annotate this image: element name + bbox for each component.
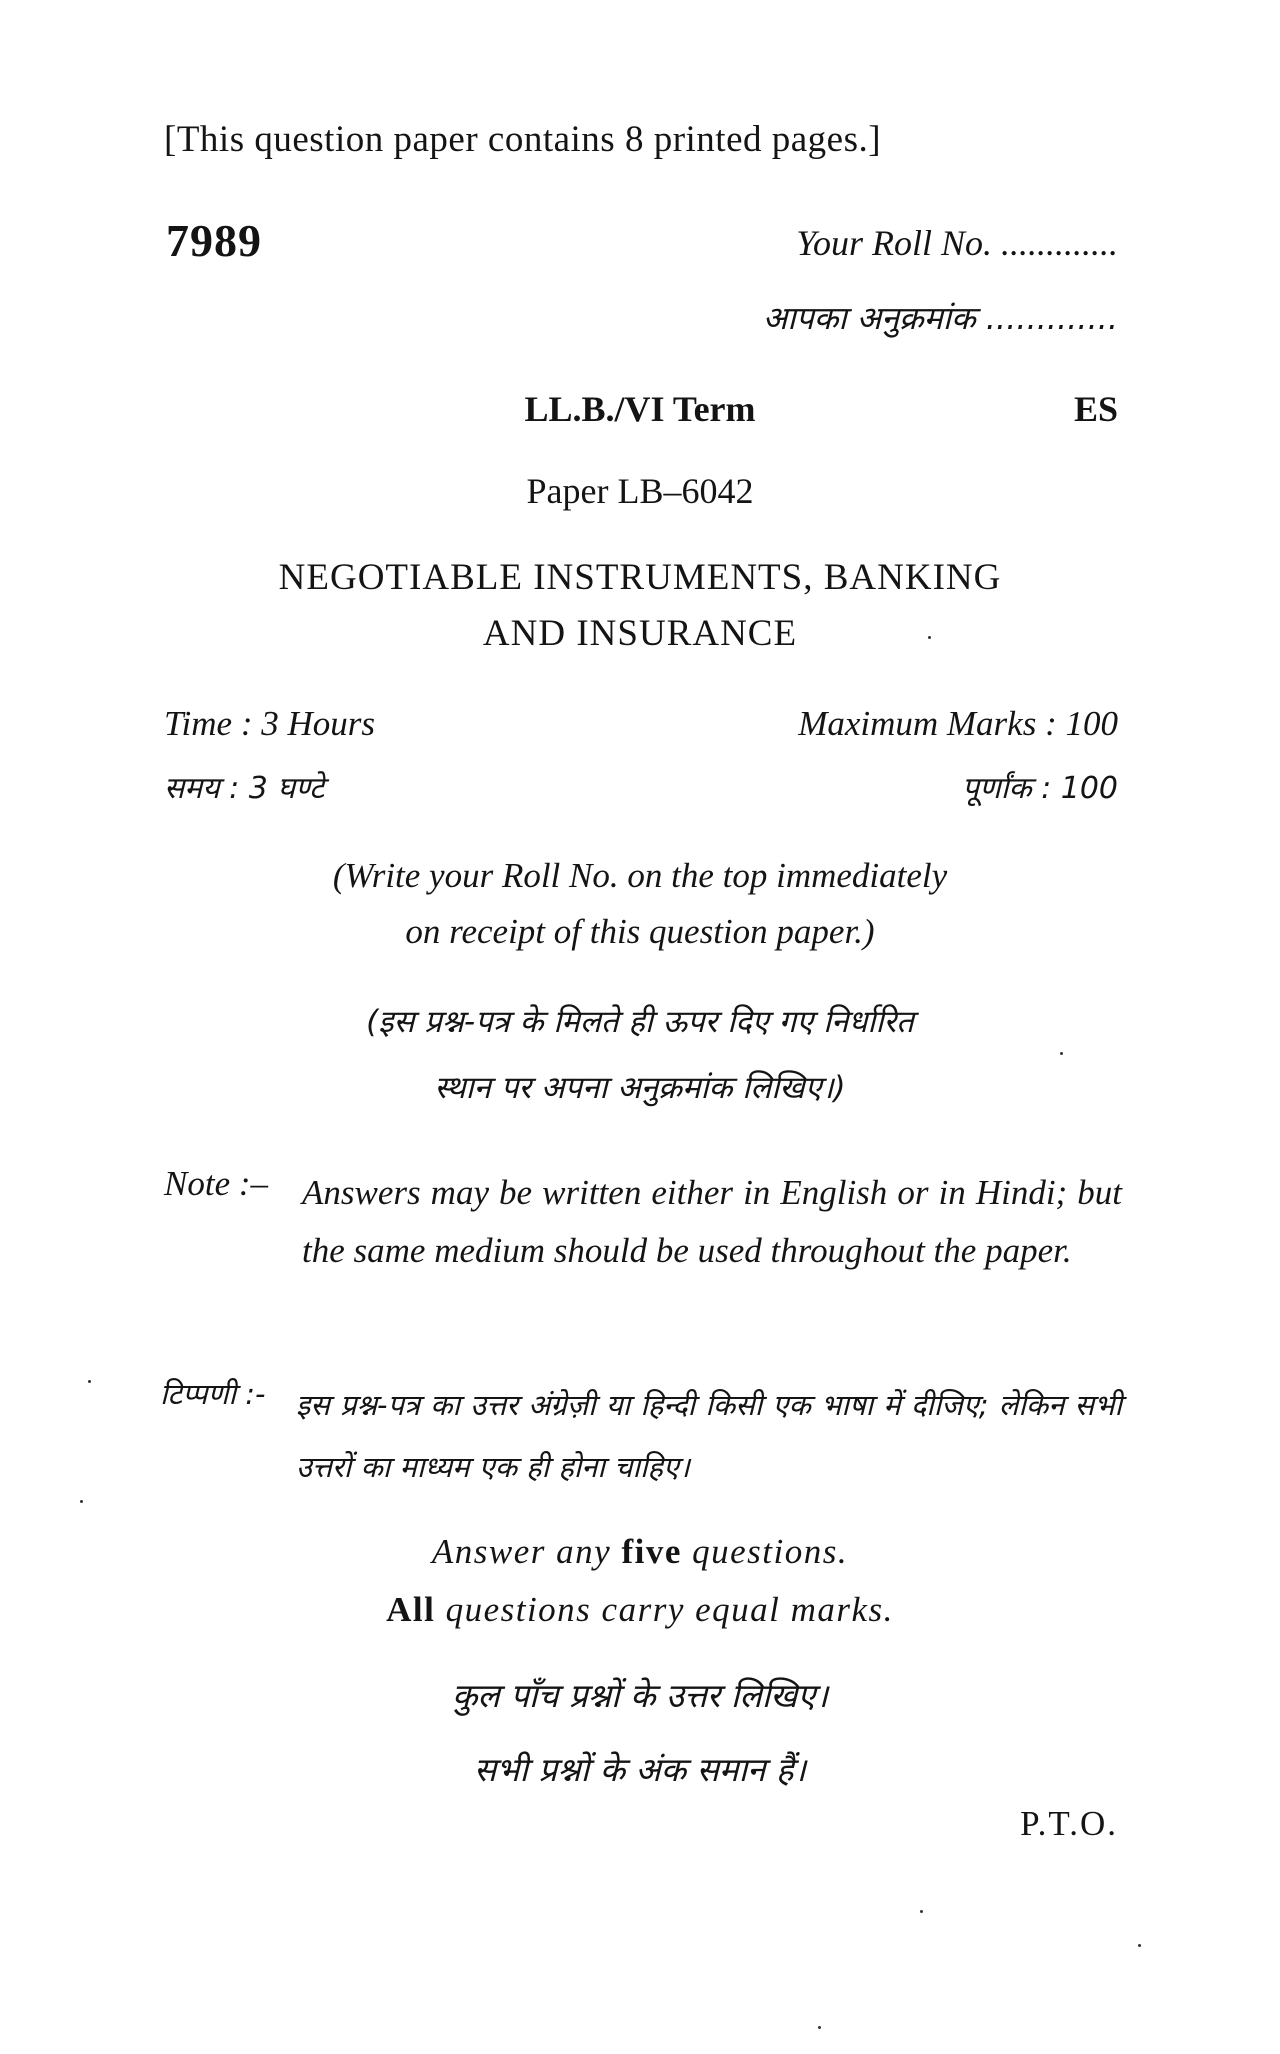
answer-instruction-hi-line-1: कुल पाँच प्रश्नों के उत्तर लिखिए। (451, 1676, 828, 1715)
roll-instruction-hi-line-1: (इस प्रश्न-पत्र के मिलते ही ऊपर दिए गए निर्धारित (366, 1004, 914, 1040)
scan-speck (80, 1500, 83, 1503)
scan-speck (818, 2026, 821, 2029)
roll-number-field-en: Your Roll No. ............. (796, 223, 1118, 263)
all-bold: All (386, 1590, 436, 1629)
paper-number: Paper LB–6042 (526, 471, 754, 511)
answer-instruction-hi-line-2: सभी प्रश्नों के अंक समान हैं। (474, 1750, 806, 1789)
subject-title-line-1: NEGOTIABLE INSTRUMENTS, BANKING (278, 557, 1002, 598)
scan-speck (928, 636, 931, 639)
answer-instruction-pre: Answer any (431, 1532, 622, 1571)
note-body-hi: इस प्रश्न-पत्र का उत्तर अंग्रेज़ी या हिन्दी किसी एक भाषा में दीजिए; लेकिन सभी उत्तरों का माध्यम एक ही होना चाहिए। (296, 1388, 1122, 1484)
maximum-marks-en: Maximum Marks : 100 (798, 704, 1118, 743)
equal-marks-text: questions carry equal marks. (435, 1590, 894, 1629)
please-turn-over: P.T.O. (1020, 1804, 1118, 1843)
answer-instruction-post: questions. (681, 1532, 849, 1571)
scan-speck (1138, 1944, 1141, 1947)
series-code: ES (1073, 389, 1118, 429)
maximum-marks-hi: पूर्णांक : 100 (962, 771, 1118, 806)
roll-instruction-en-line-2: on receipt of this question paper.) (405, 912, 875, 951)
note-body-en: Answers may be written either in English or in Hindi; but the same medium should be used throughout the paper. (302, 1173, 1122, 1270)
scan-speck (920, 1910, 923, 1913)
note-label-en: Note :– (164, 1164, 269, 1203)
answer-instruction-line-2 (0, 1590, 1280, 1630)
note-label-hi: टिप्पणी :- (160, 1377, 266, 1411)
time-duration-en: Time : 3 Hours (164, 704, 375, 743)
roll-instruction-hi-line-2: स्थान पर अपना अनुक्रमांक लिखिए।) (434, 1070, 846, 1106)
subject-title-line-2: AND INSURANCE (482, 613, 798, 654)
paper-code: 7989 (166, 215, 262, 266)
course-term: LL.B./VI Term (524, 389, 756, 429)
answer-instruction-line-1 (0, 1532, 1280, 1572)
pages-count-note: [This question paper contains 8 printed pages.] (164, 119, 882, 160)
roll-instruction-en-line-1: (Write your Roll No. on the top immediately (332, 856, 948, 895)
scan-speck (1060, 1052, 1063, 1055)
answer-count-bold: five (621, 1532, 682, 1571)
roll-number-field-hi: आपका अनुक्रमांक ............. (762, 299, 1118, 337)
scan-speck (88, 1380, 91, 1383)
time-duration-hi: समय : 3 घण्टे (164, 771, 325, 806)
